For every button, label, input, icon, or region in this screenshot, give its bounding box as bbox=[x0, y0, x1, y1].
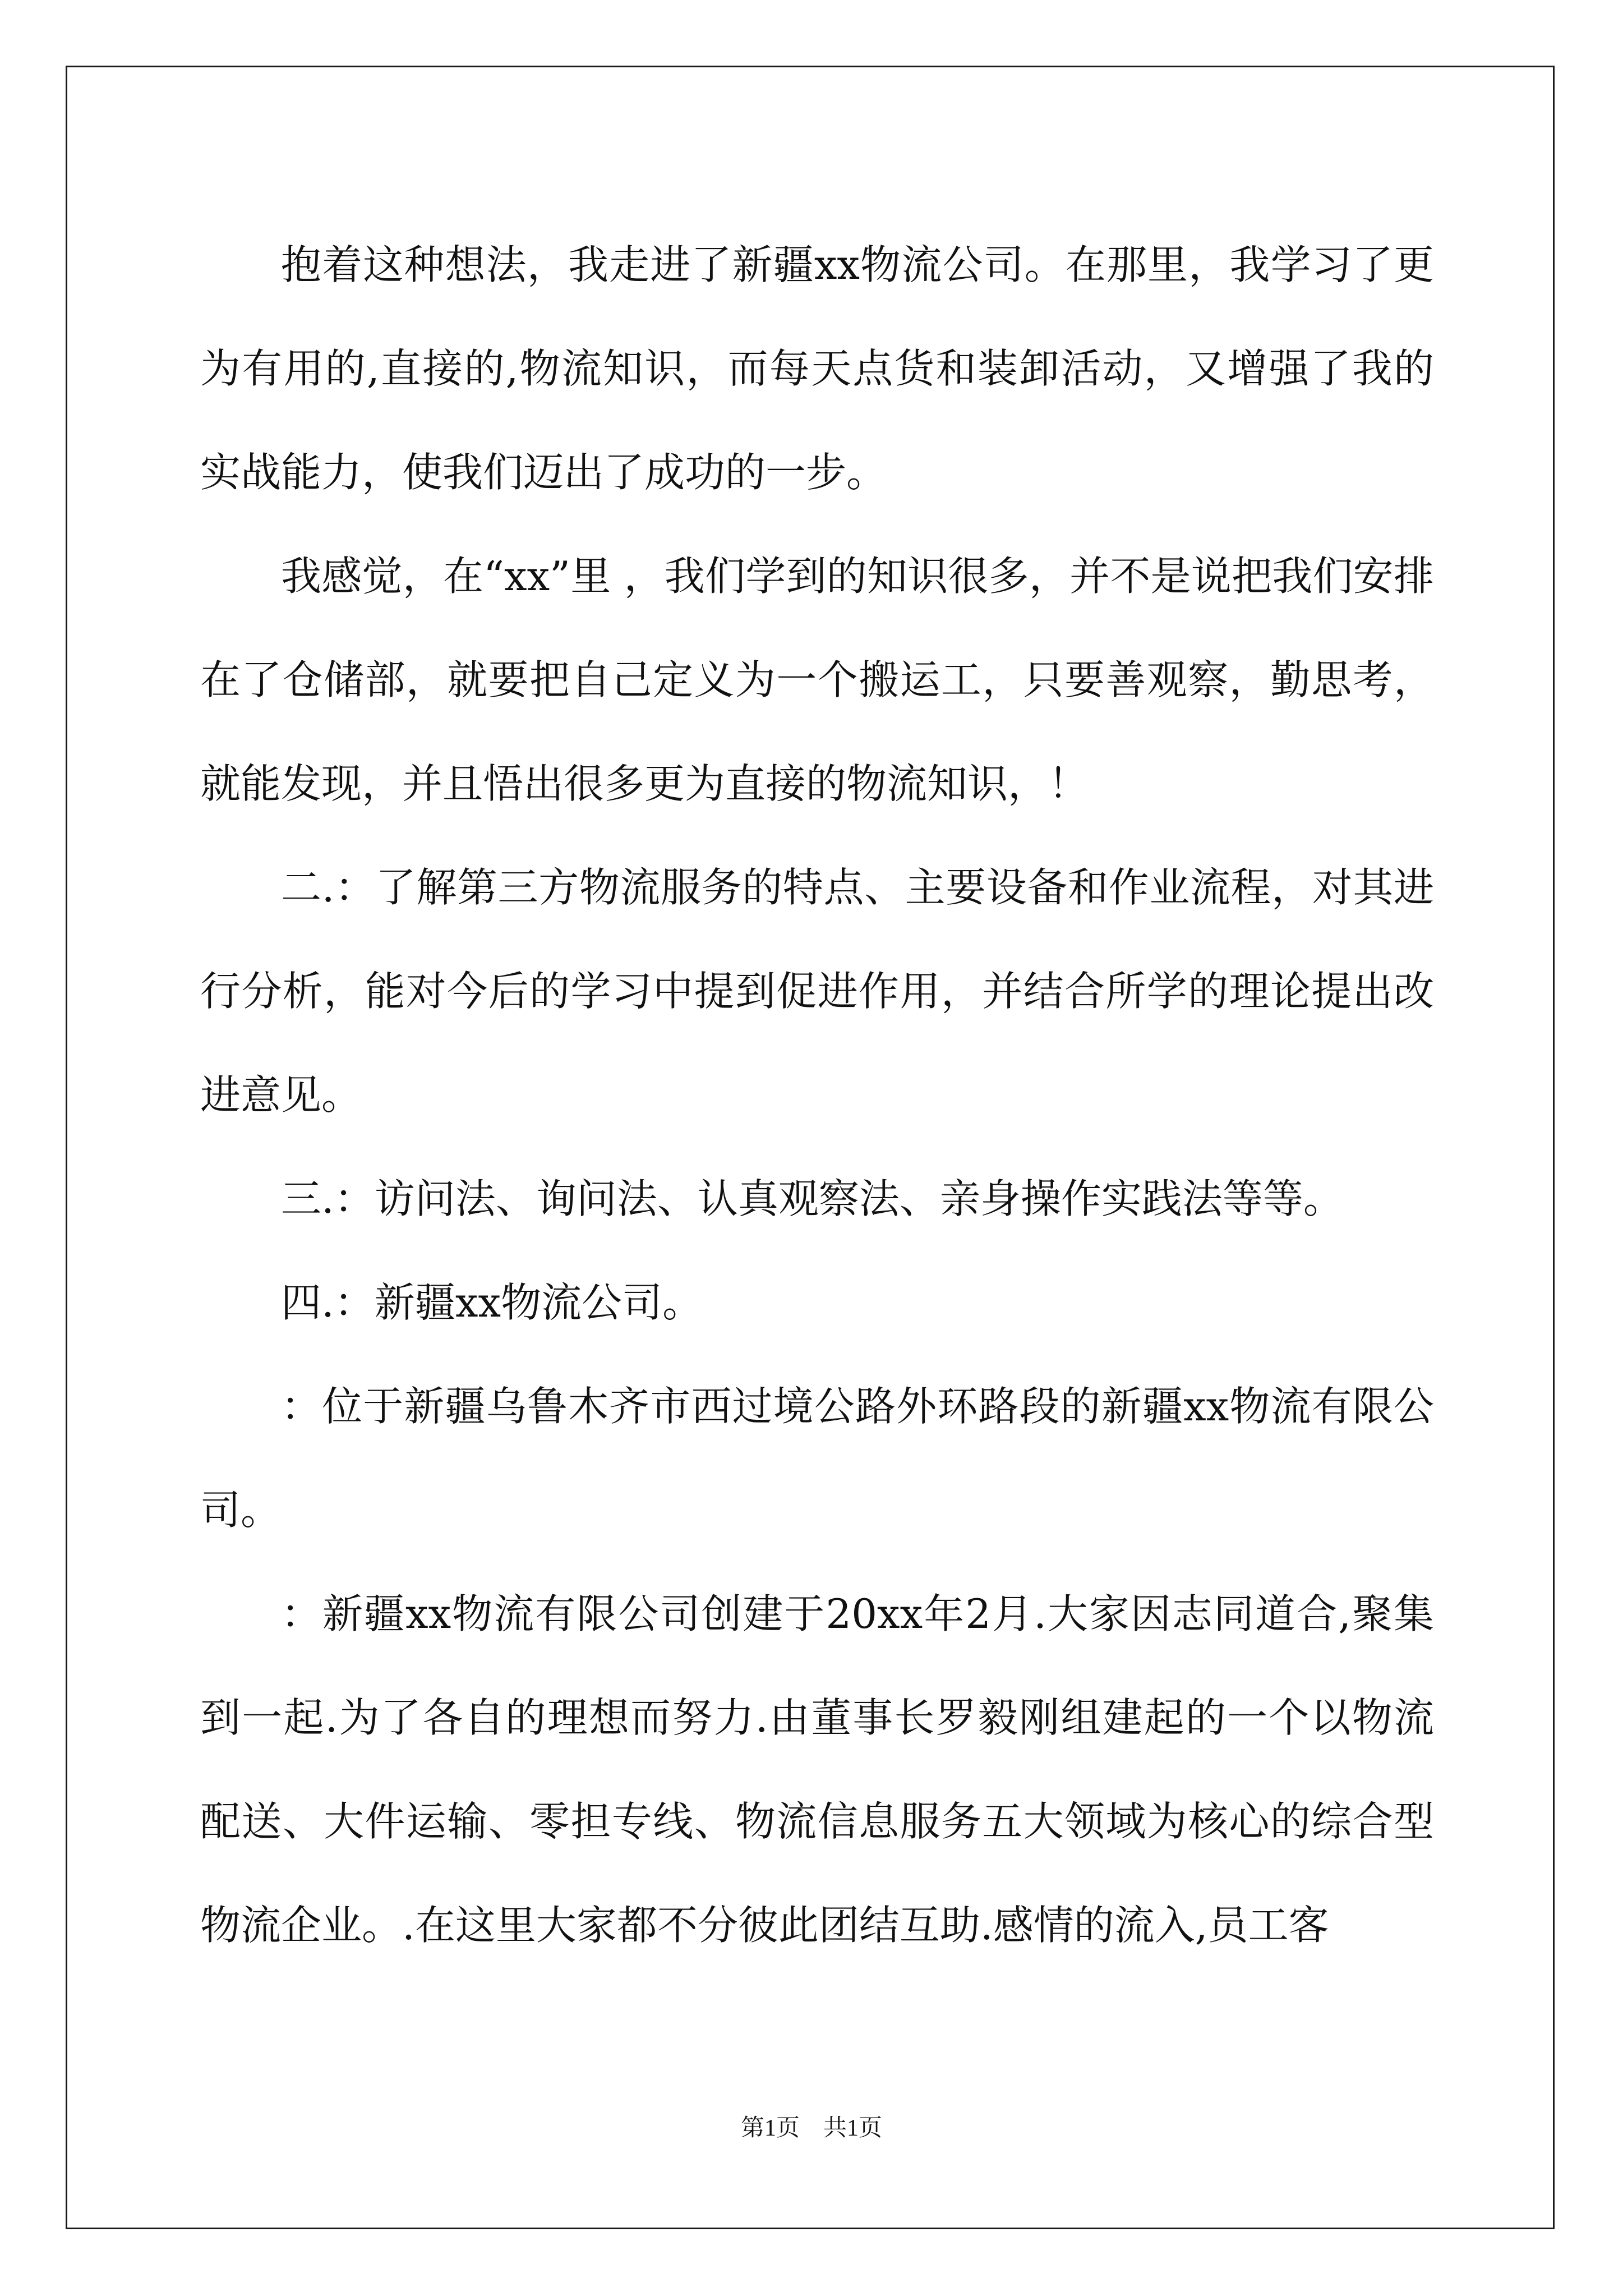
paragraph: ：新疆xx物流有限公司创建于20xx年2月.大家因志同道合,聚集到一起.为了各自的理想而努力.由董事长罗毅刚组建起的一个以物流配送、大件运输、零担专线、物流信息服务五大领域为核心的综合型物流企业。.在这里大家都不分彼此团结互助.感情的流入,员工客 bbox=[200, 1590, 1434, 1949]
document-body bbox=[200, 213, 1434, 1977]
paragraph: 抱着这种想法，我走进了新疆xx物流公司。在那里，我学习了更为有用的,直接的,物流知识，而每天点货和装卸活动，又增强了我的实战能力，使我们迈出了成功的一步。 bbox=[200, 241, 1434, 496]
paragraph: 二.：了解第三方物流服务的特点、主要设备和作业流程，对其进行分析，能对今后的学习中提到促进作用，并结合所学的理论提出改进意见。 bbox=[200, 864, 1434, 1119]
page-number-footer: 第1页 共1页 bbox=[740, 2115, 882, 2141]
paragraph: 三.：访问法、询问法、认真观察法、亲身操作实践法等等。 bbox=[281, 1175, 1344, 1222]
paragraph: ：位于新疆乌鲁木齐市西过境公路外环路段的新疆xx物流有限公司。 bbox=[200, 1383, 1434, 1534]
paragraph: 我感觉，在“xx”里 ，我们学到的知识很多，并不是说把我们安排在了仓储部，就要把自己定义为一个搬运工，只要善观察，勤思考，就能发现，并且悟出很多更为直接的物流知识，！ bbox=[200, 553, 1434, 807]
paragraph: 四.：新疆xx物流公司。 bbox=[281, 1279, 703, 1326]
